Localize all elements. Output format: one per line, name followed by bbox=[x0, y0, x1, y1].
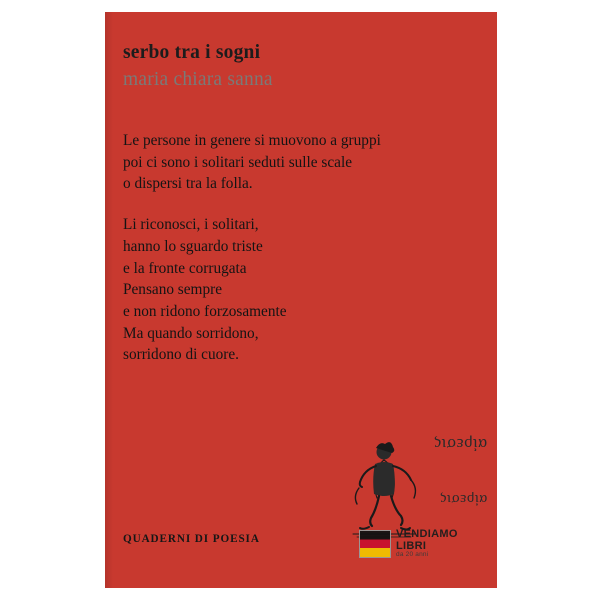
poem-line: Ma quando sorridono, bbox=[123, 324, 259, 342]
book-cover bbox=[105, 12, 497, 588]
book-author: maria chiara sanna bbox=[123, 69, 273, 90]
poem-text bbox=[123, 130, 475, 385]
poem-stanza bbox=[123, 130, 475, 195]
series-label: QUADERNI DI POESIA bbox=[123, 533, 260, 545]
poem-line: hanno lo sguardo triste bbox=[123, 237, 263, 255]
poem-line: Pensano sempre bbox=[123, 281, 222, 299]
german-flag-icon bbox=[359, 530, 391, 558]
imprint-name-secondary: αἱρεσις bbox=[439, 491, 487, 507]
book-title: serbo tra i sogni bbox=[123, 42, 261, 63]
poem-line: Li riconosci, i solitari, bbox=[123, 216, 259, 234]
publisher-logo-block bbox=[339, 432, 489, 562]
imprint-name-primary: αἱρεσις bbox=[433, 435, 487, 454]
watermark-line-1: VENDIAMO bbox=[396, 528, 458, 541]
poem-line: sorridono di cuore. bbox=[123, 346, 239, 364]
poem-line: e non ridono forzosamente bbox=[123, 303, 287, 321]
poem-line: poi ci sono i solitari seduti sulle scale bbox=[123, 153, 352, 171]
poem-line: o dispersi tra la folla. bbox=[123, 175, 253, 193]
cover-spine-shade bbox=[105, 12, 113, 588]
watermark-line-3: da 20 anni bbox=[396, 550, 429, 558]
poem-stanza bbox=[123, 214, 475, 366]
watermark-badge bbox=[359, 522, 483, 566]
poem-line: Le persone in genere si muovono a gruppi bbox=[123, 132, 381, 149]
watermark-line-2: LIBRI bbox=[396, 539, 427, 552]
poem-line: e la fronte corrugata bbox=[123, 259, 247, 277]
watermark-text bbox=[396, 529, 458, 558]
